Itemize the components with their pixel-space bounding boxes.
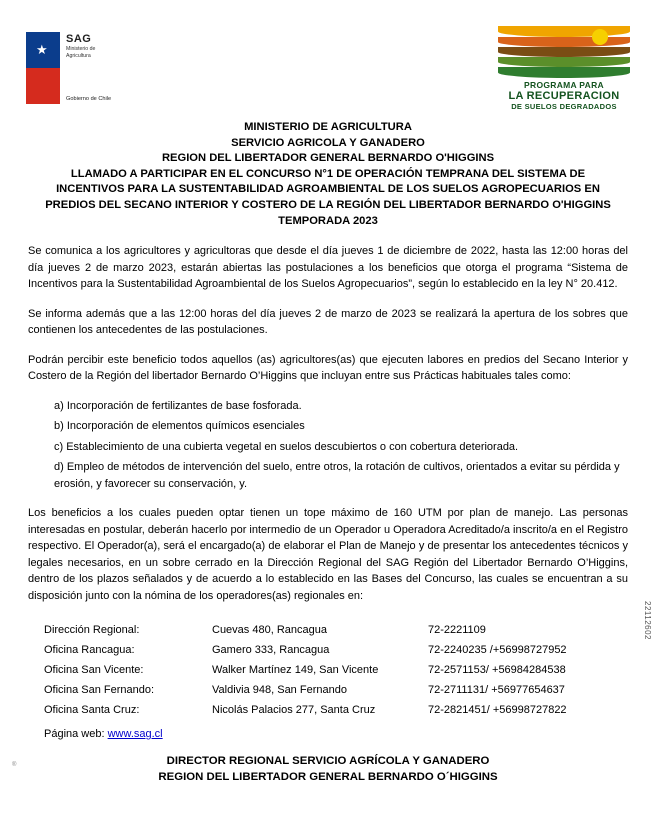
corner-mark: ® bbox=[12, 762, 17, 768]
table-row bbox=[44, 660, 630, 680]
signature-block bbox=[26, 754, 630, 785]
band-4 bbox=[498, 57, 630, 67]
paragraph-1: Se comunica a los agricultores y agricultoras que desde el día jueves 1 de diciembre de 2022, hasta las 12:00 horas del día jueves 2 de marzo 2023, estarán abiertas las postulaciones a los beneficios que otorga el programa “Sistema de Incentivos para la Sustentabilidad Agroambiental de los Suelos Agropecuarios”, según lo establecido en la ley N° 20.412. bbox=[28, 245, 628, 291]
sun-icon bbox=[592, 29, 608, 45]
offices-table bbox=[26, 620, 630, 720]
star-icon: ★ bbox=[36, 42, 48, 57]
website-link[interactable]: www.sag.cl bbox=[107, 728, 163, 741]
program-logo bbox=[498, 26, 630, 111]
chile-flag-icon bbox=[26, 32, 60, 104]
paragraph-4: Los beneficios a los cuales pueden optar tienen un tope máximo de 160 UTM por plan de manejo. Las personas interesadas en postular, deberán hacerlo por intermedio de un Operador u Operadora Acreditado/a inscrito/a en el Registro respectivo. El Operador(a), será el encargado(a) de elaborar el Plan de Manejo y de presentar los antecedentes técnicos y legales necesarios, en un sobre cerrado en la Dirección Regional del SAG Región del Libertador Bernardo O’Higgins, dentro de los plazos señalados y de acuerdo a lo establecido en las Bases del Concurso, las cuales se encuentran a su disposición junto con la nómina de los operadores(as) regionales en: bbox=[28, 507, 628, 602]
program-line-1: PROGRAMA PARA bbox=[524, 80, 604, 90]
website-label: Página web: bbox=[44, 728, 105, 741]
table-row bbox=[44, 680, 630, 700]
ministry-line-1: Ministerio de bbox=[66, 46, 96, 52]
office-phone: 72-2821451/ +56998727822 bbox=[428, 704, 567, 717]
list-item: c) Establecimiento de una cubierta vegetal en suelos descubiertos o con cobertura deteriorada. bbox=[54, 440, 519, 453]
list-item: d) Empleo de métodos de intervención del suelo, entre otros, la rotación de cultivos, orientados a evitar su pérdida y erosión, y favorecer su conservación, y. bbox=[54, 461, 620, 490]
band-2 bbox=[498, 37, 630, 47]
practices-list bbox=[28, 398, 628, 493]
title-line-3: REGION DEL LIBERTADOR GENERAL BERNARDO O'HIGGINS bbox=[161, 152, 495, 165]
side-reference-code: 22112602 bbox=[643, 601, 652, 640]
office-address: Nicolás Palacios 277, Santa Cruz bbox=[212, 704, 376, 717]
band-3 bbox=[498, 47, 630, 57]
office-phone: 72-2711131/ +56977654637 bbox=[428, 684, 565, 697]
office-address: Walker Martínez 149, San Vicente bbox=[212, 664, 379, 677]
title-line-1: MINISTERIO DE AGRICULTURA bbox=[244, 121, 412, 133]
office-name: Dirección Regional: bbox=[44, 624, 140, 637]
document-body bbox=[26, 243, 630, 604]
government-label: Gobierno de Chile bbox=[66, 96, 112, 102]
header-logos bbox=[26, 18, 630, 110]
office-phone: 72-2240235 /+56998727952 bbox=[428, 644, 567, 657]
title-line-4: LLAMADO A PARTICIPAR EN EL CONCURSO N°1 DE OPERACIÓN TEMPRANA DEL SISTEMA DE bbox=[70, 167, 586, 180]
title-line-5: INCENTIVOS PARA LA SUSTENTABILIDAD AGROAMBIENTAL DE LOS SUELOS AGROPECUARIOS EN bbox=[56, 183, 600, 196]
list-item: a) Incorporación de fertilizantes de base fosforada. bbox=[54, 399, 302, 412]
sag-government-logo bbox=[26, 32, 130, 104]
footer-line-1: DIRECTOR REGIONAL SERVICIO AGRÍCOLA Y GANADERO bbox=[166, 755, 490, 768]
program-logo-text bbox=[498, 80, 630, 111]
office-address: Valdivia 948, San Fernando bbox=[212, 684, 347, 697]
website-row bbox=[26, 724, 630, 744]
page-title bbox=[26, 120, 630, 229]
ministry-line-2: Agricultura bbox=[66, 53, 91, 59]
title-line-2: SERVICIO AGRICOLA Y GANADERO bbox=[231, 136, 425, 149]
flag-red-band bbox=[26, 68, 60, 104]
office-phone: 72-2571153/ +56984284538 bbox=[428, 664, 566, 677]
office-name: Oficina San Fernando: bbox=[44, 684, 155, 697]
office-name: Oficina Rancagua: bbox=[44, 644, 135, 657]
office-address: Cuevas 480, Rancagua bbox=[212, 624, 327, 637]
list-item: b) Incorporación de elementos químicos esenciales bbox=[54, 420, 305, 433]
table-row bbox=[44, 620, 630, 640]
title-line-6: PREDIOS DEL SECANO INTERIOR Y COSTERO DE LA REGIÓN DEL LIBERTADOR BERNARDO O'HIGGINS bbox=[45, 198, 611, 211]
paragraph-2: Se informa además que a las 12:00 horas del día jueves 2 de marzo de 2023 se realizará la apertura de los sobres que contienen los antecedentes de las postulaciones. bbox=[28, 307, 628, 337]
fields-sun-icon bbox=[498, 26, 630, 78]
program-line-3: DE SUELOS DEGRADADOS bbox=[511, 102, 617, 111]
title-line-7: TEMPORADA 2023 bbox=[278, 214, 378, 227]
table-row bbox=[44, 640, 630, 660]
office-address: Gamero 333, Rancagua bbox=[212, 644, 330, 657]
paragraph-3: Podrán percibir este beneficio todos aquellos (as) agricultores(as) que ejecuten labores en predios del Secano Interior y Costero de la Región del libertador Bernardo O’Higgins que incluyan entre sus Prácticas habituales tales como: bbox=[28, 353, 628, 383]
sag-logo-text bbox=[60, 32, 130, 104]
sag-acronym: SAG bbox=[66, 33, 92, 45]
office-name: Oficina Santa Cruz: bbox=[44, 704, 140, 717]
office-name: Oficina San Vicente: bbox=[44, 664, 144, 677]
footer-line-2: REGION DEL LIBERTADOR GENERAL BERNARDO O´HIGGINS bbox=[158, 770, 498, 783]
band-1 bbox=[498, 26, 630, 37]
band-5 bbox=[498, 67, 630, 78]
table-row bbox=[44, 700, 630, 720]
program-line-2: LA RECUPERACION bbox=[508, 90, 620, 102]
office-phone: 72-2221109 bbox=[428, 624, 486, 637]
flag-blue-band bbox=[26, 32, 60, 68]
